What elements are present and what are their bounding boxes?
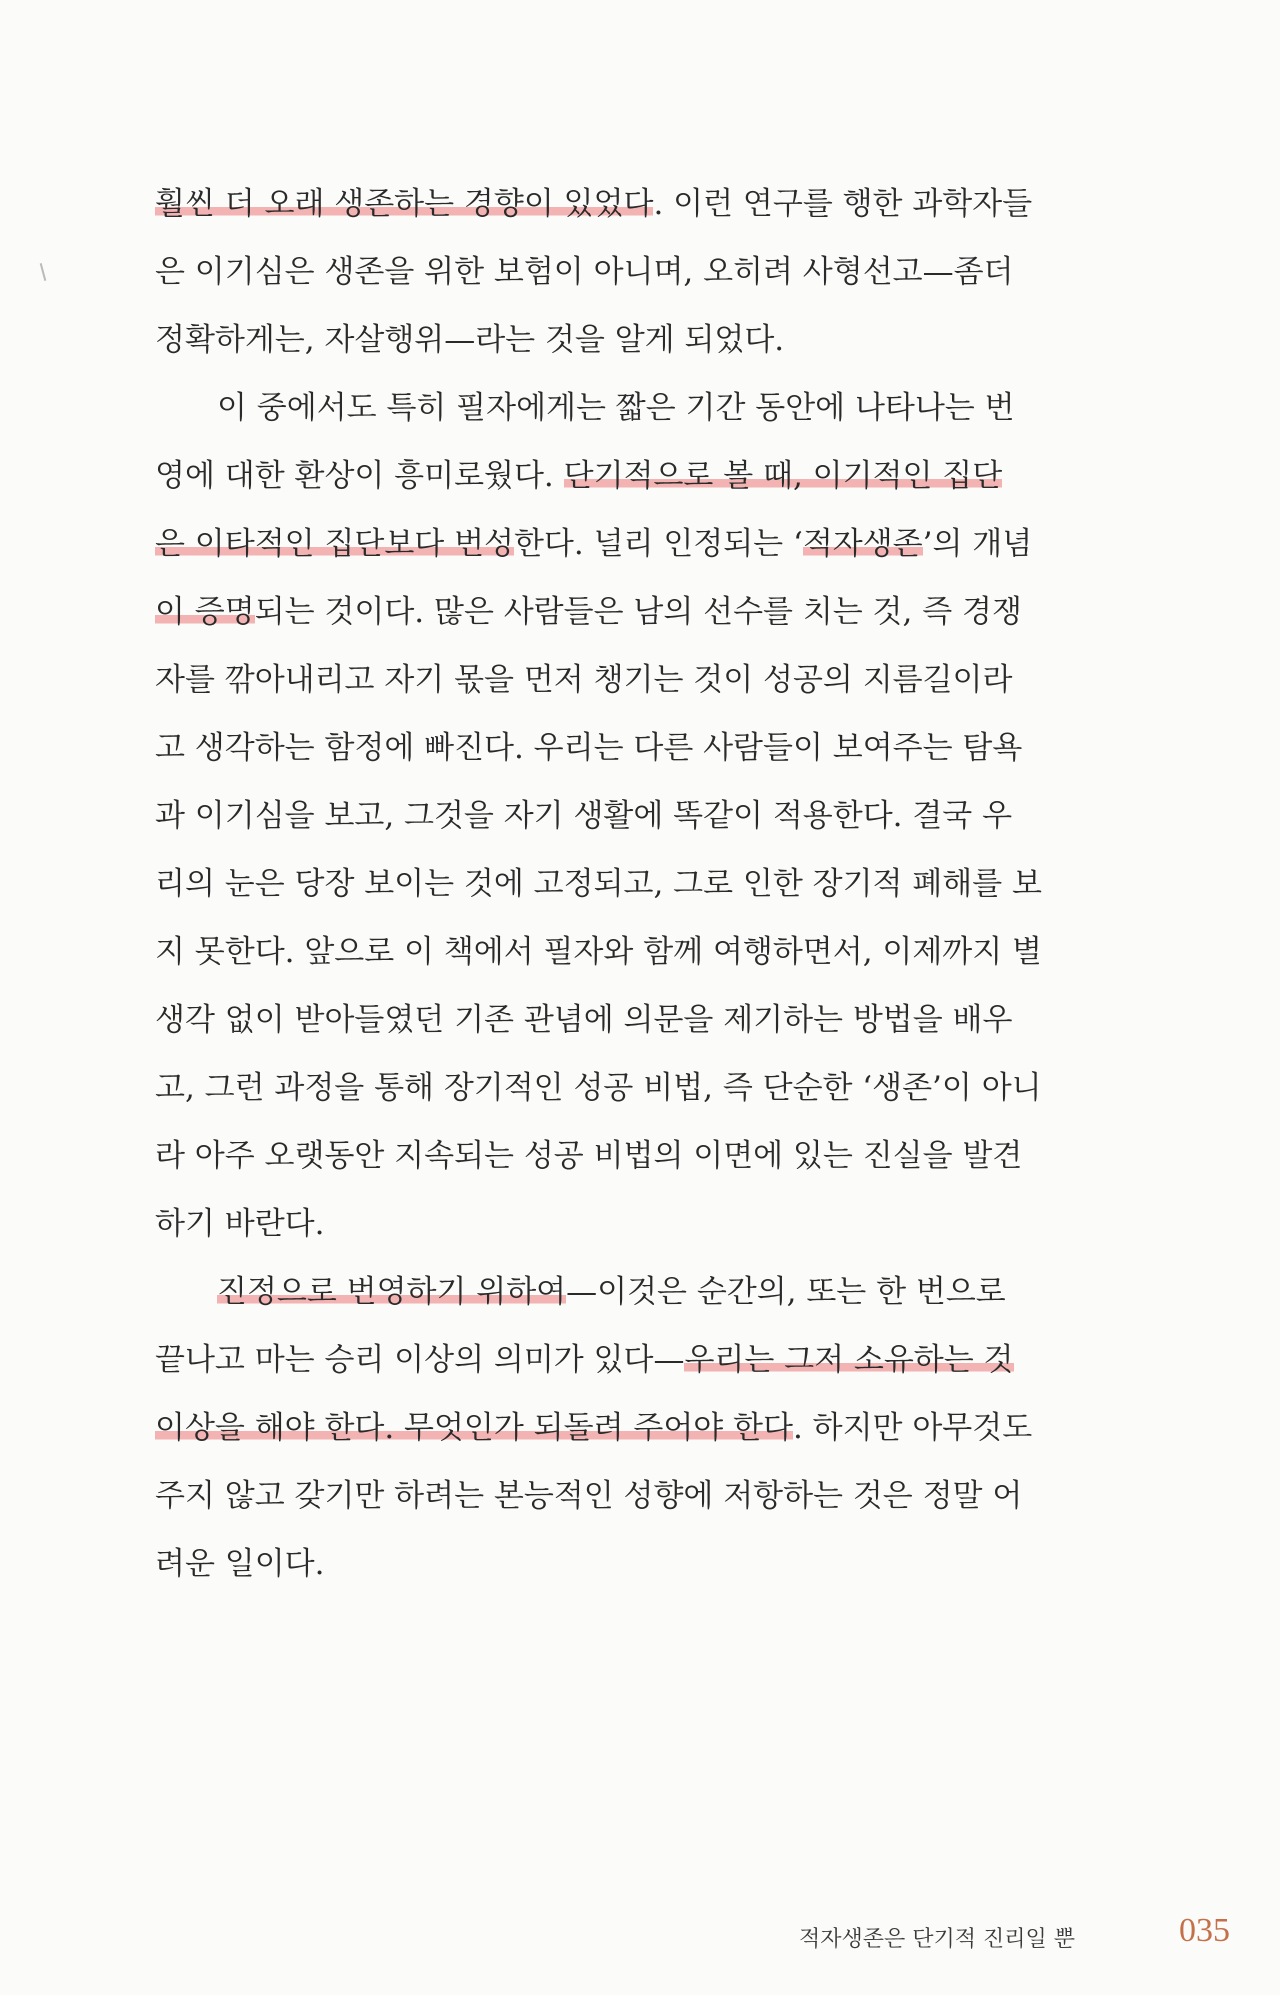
text-segment: 라 아주 오랫동안 지속되는 성공 비법의 이면에 있는 진실을 발견	[155, 1138, 1023, 1174]
highlighted-text: 훨씬 더 오래 생존하는 경향이 있었다	[155, 186, 654, 222]
stray-mark	[40, 263, 47, 281]
text-segment: . 이런 연구를 행한 과학자들	[653, 186, 1033, 222]
highlighted-text: 이상을 해야 한다. 무엇인가 되돌려 주어야 한다	[155, 1410, 793, 1446]
text-line	[155, 1326, 1100, 1394]
text-line	[155, 510, 1100, 578]
text-line	[155, 918, 1100, 986]
text-line	[155, 170, 1100, 238]
text-line	[155, 306, 1100, 374]
text-segment: 끝나고 마는 승리 이상의 의미가 있다—	[155, 1342, 685, 1378]
running-title: 적자생존은 단기적 진리일 뿐	[798, 1927, 1075, 1952]
text-line	[155, 1530, 1100, 1598]
highlighted-text: 적자생존	[802, 526, 923, 562]
text-segment: 은 이기심은 생존을 위한 보험이 아니며, 오히려 사형선고—좀더	[155, 254, 1014, 290]
text-segment: 고 생각하는 함정에 빠진다. 우리는 다른 사람들이 보여주는 탐욕	[155, 730, 1023, 766]
text-line	[155, 782, 1100, 850]
text-line	[155, 238, 1100, 306]
text-line	[155, 714, 1100, 782]
body-text	[155, 170, 1100, 1598]
highlighted-text: 이 증명	[155, 594, 255, 630]
text-segment: 과 이기심을 보고, 그것을 자기 생활에 똑같이 적용한다. 결국 우	[155, 798, 1013, 834]
text-line	[155, 1394, 1100, 1462]
text-line	[155, 1462, 1100, 1530]
text-segment: 되는 것이다. 많은 사람들은 남의 선수를 치는 것, 즉 경쟁	[254, 594, 1022, 630]
text-line	[155, 1122, 1100, 1190]
highlighted-text: 단기적으로 볼 때, 이기적인 집단	[563, 458, 1003, 494]
text-line	[155, 374, 1100, 442]
text-segment: 한다. 널리 인정되는 ‘	[513, 526, 803, 562]
text-segment: 지 못한다. 앞으로 이 책에서 필자와 함께 여행하면서, 이제까지 별	[155, 934, 1042, 970]
text-line	[155, 1258, 1100, 1326]
highlighted-text: 진정으로 번영하기 위하여	[217, 1274, 567, 1310]
text-segment: ’의 개념	[922, 526, 1033, 562]
text-line	[155, 442, 1100, 510]
text-segment: 하기 바란다.	[155, 1206, 325, 1242]
text-segment: . 하지만 아무것도	[792, 1410, 1033, 1446]
text-line	[155, 646, 1100, 714]
text-segment: 이 중에서도 특히 필자에게는 짧은 기간 동안에 나타나는 번	[217, 390, 1015, 426]
text-segment: 정확하게는, 자살행위—라는 것을 알게 되었다.	[155, 322, 785, 358]
text-line	[155, 578, 1100, 646]
text-segment: 주지 않고 갖기만 하려는 본능적인 성향에 저항하는 것은 정말 어	[155, 1478, 1023, 1514]
text-segment: 리의 눈은 당장 보이는 것에 고정되고, 그로 인한 장기적 폐해를 보	[155, 866, 1042, 902]
text-line	[155, 986, 1100, 1054]
text-segment: —이것은 순간의, 또는 한 번으로	[566, 1274, 1006, 1310]
text-segment: 고, 그런 과정을 통해 장기적인 성공 비법, 즉 단순한 ‘생존’이 아니	[155, 1070, 1042, 1106]
text-line	[155, 1054, 1100, 1122]
text-line	[155, 1190, 1100, 1258]
highlighted-text: 은 이타적인 집단보다 번성	[155, 526, 514, 562]
highlighted-text: 우리는 그저 소유하는 것	[684, 1342, 1014, 1378]
page-number: 035	[1179, 1912, 1230, 1949]
text-segment: 영에 대한 환상이 흥미로웠다.	[155, 458, 564, 494]
text-segment: 려운 일이다.	[155, 1546, 325, 1582]
text-segment: 자를 깎아내리고 자기 몫을 먼저 챙기는 것이 성공의 지름길이라	[155, 662, 1013, 698]
text-line	[155, 850, 1100, 918]
text-segment: 생각 없이 받아들였던 기존 관념에 의문을 제기하는 방법을 배우	[155, 1002, 1013, 1038]
